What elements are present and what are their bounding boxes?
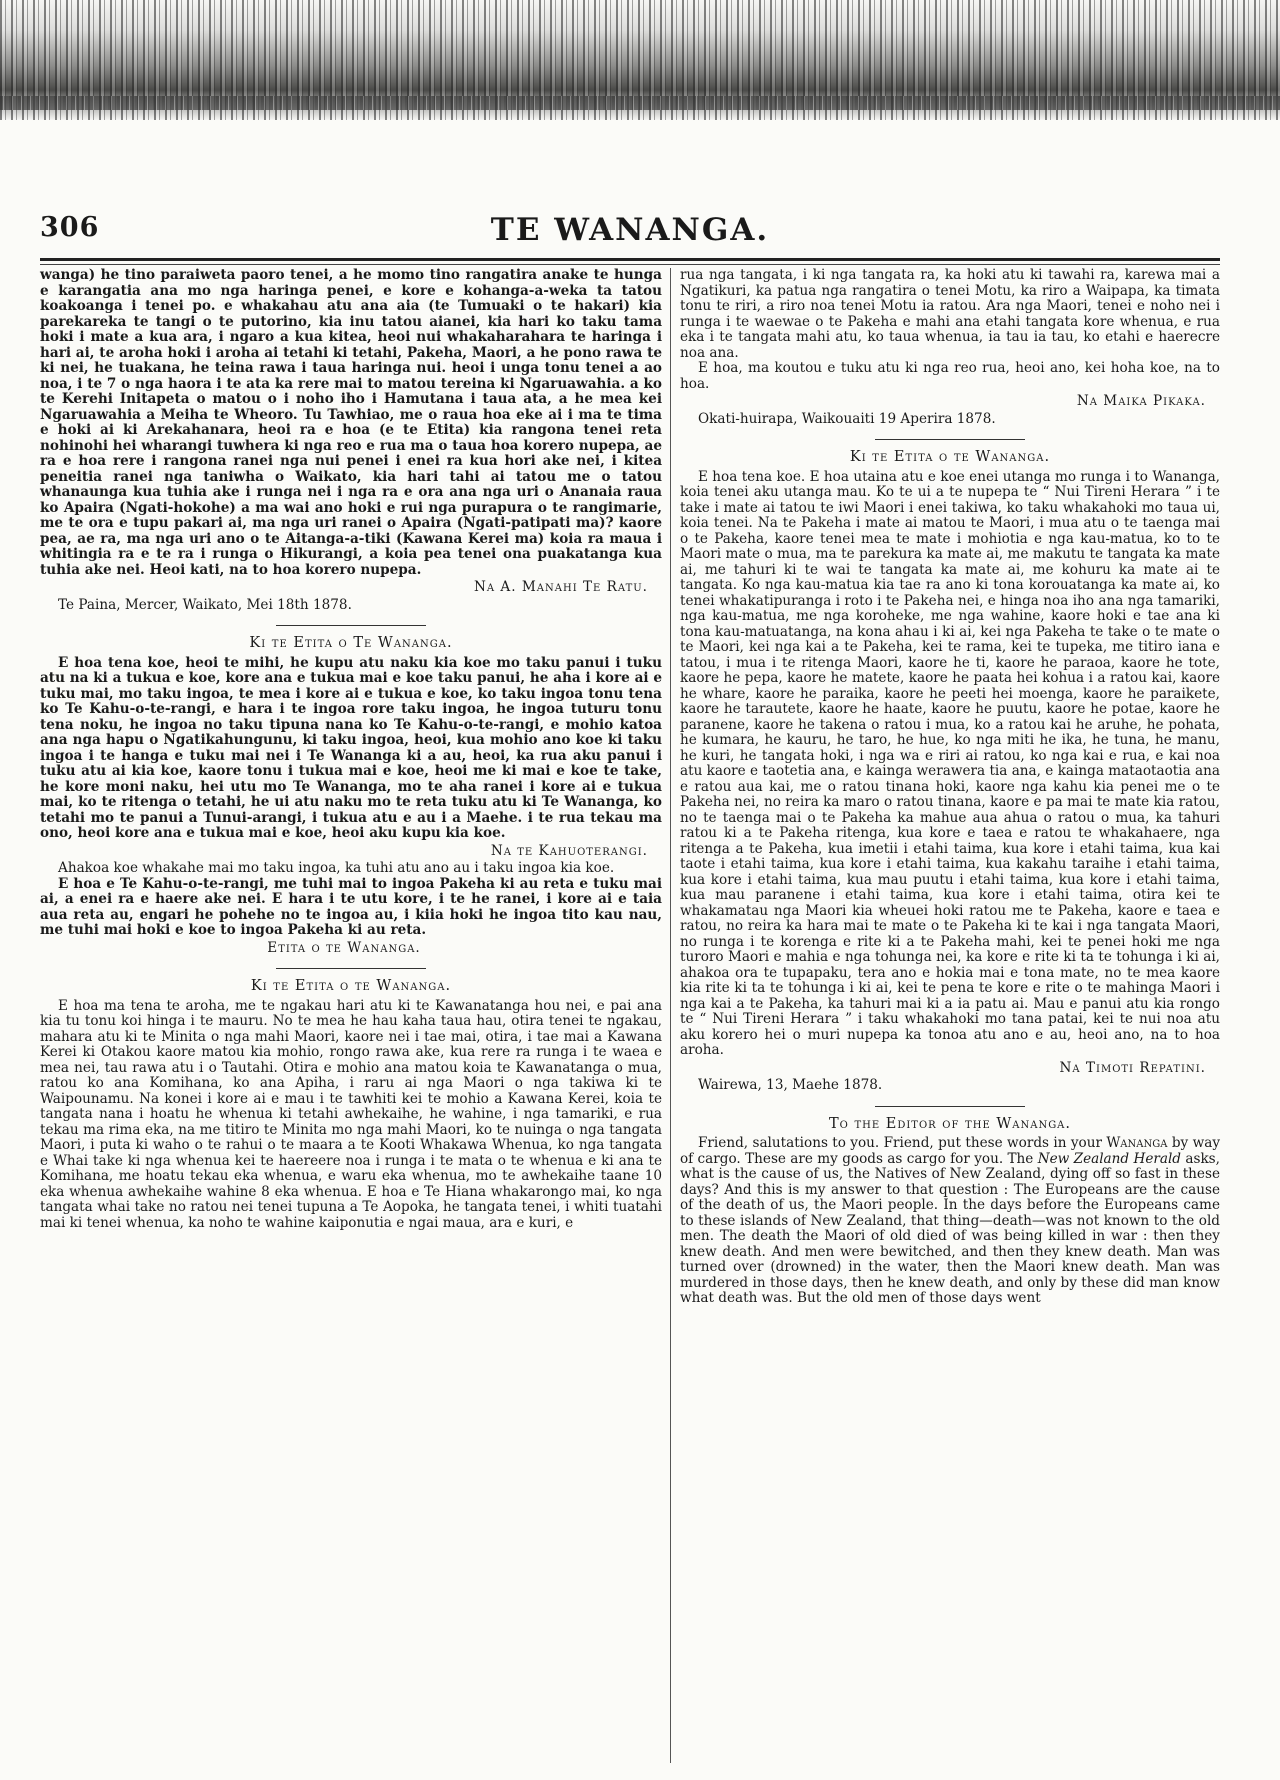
letter4-heading: Ki te Etita o te Wananga. [849, 449, 1051, 465]
letter3-closing: E hoa, ma koutou e tuku atu ki nga reo rua, heoi ano, kei hoha koe, na to hoa. [680, 360, 1220, 392]
letter5-text-a: Friend, salutations to you. Friend, put these words in your [698, 1135, 1102, 1151]
separator-rule [875, 439, 1025, 440]
letter1-dateline: Te Paina, Mercer, Waikato, Mei 18th 1878. [58, 596, 352, 613]
separator-rule [875, 1106, 1025, 1107]
letter3-continuation: rua nga tangata, i ki nga tangata ra, ka hoki atu ki tawahi ra, karewa mai a Ngatikuri, ka patua nga rangatira o tenei Motu, ka riro a Waipapa, ka timata tonu te riri, a riro noa tenei Motu ia ratou. Ara nga Maori, tenei e noho nei i runga i te waewae o te Pakeha e mahi ana etahi tangata kore whenua, e rua eka i te tangata mahi atu, ko taua whenua, ia tau ia tau, ko etahi e haerecre noa ana. [680, 267, 1220, 361]
letter1-signature: Na A. Manahi Te Ratu. [473, 579, 648, 595]
letter3-body: E hoa ma tena te aroha, me te ngakau hari atu ki te Kawanatanga hou nei, e pai ana kia tu tonu koi hinga i te mauru. No te mea he hau kaha taua hau, otira tenei te ngakau, mahara atu ki te Minita o nga mahi Maori, kaore nei i tae mai, otira, i tae mai a Kawana Kerei ki Otakou kaore matou kia mohio, rongo rawa ake, kua rere ra runga i te waea e mea nei, tau rawa atu i o Tautahi. Otira e mohio ana matou koia te Kawanatanga o mua, ratou ko ana Komihana, ko ana Apiha, i raru ai nga Maori o nga takiwa ki te Waipounamu. Na konei i kore ai e mau i te tawhiti kei te mohio a Kawana Kerei, koia te tangata nana i hoatu he whenua ki tetahi awhekaihe, he wahine, i nga tamariki, e rua tekau ma rima eka, na me titiro te Minita mo nga mahi Maori, ko te nuinga o nga tangata Maori, i puta ki waho o te rahui o te maara a te Kooti Whakawa Whenua, ko nga tangata e Whai take ki nga whenua kei te haereere noa i runga i te mata o te whenua e ki ana te Komihana, me hoatu tekau eka whenua, e waru eka whenua, mo te awhekaihe taane 10 eka whenua awhekaihe wahine 8 eka whenua. E hoa e Te Hiana whakarongo mai, ko nga tangata whai take no ratou nei tenei tupuna a Te Aopoka, he tangata tenei, i whiti tuatahi mai ki tenei whenua, ka noho te wahine kaiponutia e ngai maua, ara e kuri, e [40, 997, 662, 1231]
letter5-body [680, 1136, 1220, 1307]
letter2-body: E hoa tena koe, heoi te mihi, he kupu atu naku kia koe mo taku panui i tuku atu na ki a tukua e koe, kore ana e tukua mai e koe taku panui, he aha i kore ai e tuku mai, mo taku ingoa, te mea i kore ai e tukua e koe, ko taku ingoa tonu tena ko Te Kahu-o-te-rangi, e hara i te ingoa rore taku ingoa, he ingoa tuturu tonu tena noku, he ingoa no taku tipuna nana ko Te Kahu-o-te-rangi, e mohio katoa ana nga hapu o Ngatikahungunu, ki taku ingoa, heoi, kua mohio ano koe ki taku ingoa i te hanga e tuku mai nei i Te Wananga ki a au, heoi, ka rua aku panui i tuku atu ai kia koe, kaore tonu i tukua mai e koe, heoi me ki mai e koe te take, he kore moni naku, hei utu mo Te Wananga, mo te aha ranei i kore ai e tukua mai, ko te ritenga o tetahi, he ui atu naku mo te reta tuku atu ki Te Wananga, ko tetahi mo te panui a Tunui-arangi, i tukua atu e au i a Maehe. i te rua tekau ma ono, heoi kore ana e tukua mai e koe, heoi aku kupu kia koe. [40, 654, 662, 841]
letter2-editor-reply: E hoa e Te Kahu-o-te-rangi, me tuhi mai to ingoa Pakeha ki au reta e tuku mai ai, a enei ra e haere ake nei. E hara i te utu kore, i te he ranei, i kore ai e taia aua reta au, engari he pohehe no te ingoa au, i kiia hoki he ingoa tito kau nau, me tuhi mai hoki e koe to ingoa Pakeha ki au reta. [40, 875, 662, 938]
letter4-signature: Na Timoti Repatini. [1059, 1059, 1206, 1076]
page-number: 306 [40, 212, 100, 243]
right-column [680, 268, 1220, 1307]
letter2-signature: Na te Kahuoterangi. [490, 842, 648, 859]
letter4-dateline: Wairewa, 13, Maehe 1878. [698, 1077, 883, 1093]
letter1-body: wanga) he tino paraiweta paoro tenei, a he momo tino rangatira anake te hunga e karangatia ana mo nga haringa penei, e kore e kohanga-a-weka ta tatou koakoanga i tenei po. e whakahau atu ana aia (te Tumuaki o te hakari) kia parekareka te tangi o te putorino, kia inu tatou aianei, kia hari ko taku tama hoki i mate a kua ara, i ngaro a kua kitea, heoi nui whakaharahara te haringa i hari ai, te aroha hoki i aroha ai tetahi ki tetahi, Pakeha, Maori, a he pono rawa te ki nei, he tuakana, he teina rawa i taua haringa nui. heoi i unga tonu tenei a ao noa, i te 7 o nga haora i te ata ka rere mai to matou tereina ki Ngaruawahia. a ko te Kerehi Initapeta o matou o i noho iho i Hamutana i taua ata, a he mea kei Ngaruawahia a Meiha te Wheoro. Tu Tawhiao, me o raua hoa eke ai i ma te tima e hoki ai ki Arekahanara, heoi ra e hoa (e te Etita) kia rangona tenei reta nohinohi hei wharangi tuwhera ki nga reo e rua ma o taua hoa korero nupepa, ae ra e hoa rere i rangona ranei nga nui penei i enei ra kua hori ake nei, i kitea peneitia ranei nga taniwha o Waikato, kia hari tahi ai tatou me o tatou whanaunga kua tuhia ake i runga nei i nga ra e ora ana nga uri o Ananaia raua ko Apaira (Ngati-hokohe) a ma wai ano hoki e rui nga purapura o te rangimarie, me te ora e tupu pakari ai, ma nga uri ranei o Apaira (Ngati-patipati ma)? kaore pea, ae ra, ma nga uri ano o te Aitanga-a-tiki (Kawana Kerei ma) koia ra maua i whitingia ra e te ra i runga o Hikurangi, a koia pea tenei ona puakatanga kua tuhia ake nei. Heoi kati, na to hoa korero nupepa. [40, 267, 662, 578]
editor-signature: Etita o te Wananga. [267, 939, 421, 956]
letter5-heading: To the Editor of the Wananga. [828, 1115, 1072, 1132]
header-rule [40, 258, 1220, 261]
column-divider [670, 268, 671, 1763]
letter3-dateline: Okati-huirapa, Waikouaiti 19 Aperira 1878. [698, 410, 996, 427]
scan-edge-band [0, 0, 1280, 120]
masthead-title: TE WANANGA. [490, 212, 770, 248]
letter2-reply: Ahakoa koe whakahe mai mo taku ingoa, ka tuhi atu ano au i taku ingoa kia koe. [58, 860, 615, 876]
separator-rule [276, 968, 426, 969]
letter5-wananga: Wananga [1106, 1135, 1168, 1151]
letter5-text-b: by way of cargo. These are my goods as cargo for you. The [680, 1135, 1221, 1167]
left-column [40, 268, 662, 1231]
letter2-heading: Ki te Etita o Te Wananga. [249, 635, 453, 651]
page-header [40, 212, 1220, 254]
letter3-heading: Ki te Etita o te Wananga. [250, 978, 452, 994]
letter5-text-c: asks, what is the cause of us, the Natives of New Zealand, dying off so fast in these days? And this is my answer to that question : The Europeans are the cause of the death of us, the Maori people. In the days before the Europeans came to these islands of New Zealand, that thing—death—was not known to the old men. The death the Maori of old died of was being killed in war : then they knew death. And men were bewitched, and then they knew death. Man was turned over (drowned) in the water, then the Maori knew death. Man was murdered in those days, then he knew death, and only by these did man know what death was. But the old men of those days went [680, 1150, 1220, 1306]
letter5-herald: New Zealand Herald [1037, 1150, 1182, 1167]
header-rule-thin [40, 264, 1220, 265]
letter4-body: E hoa tena koe. E hoa utaina atu e koe enei utanga mo runga i to Wananga, koia tenei aku utanga mau. Ko te ui a te nupepa te “ Nui Tireni Herara ” i te take i mate ai tatou te iwi Maori i enei takiwa, ko taku whakahoki mo taua ui, koia tenei. Na te Pakeha i mate ai matou te Maori, i mua atu o te taenga mai o te Pakeha, kaore tenei mea te mate i mohiotia e nga kau-matua, ko to te Maori mate o mua, ma te parekura ka mate ai, me makutu te tangata ka mate ai, me tahuri ki te wai te tangata ka mate ai, me kohuru ka mate ai te tangata. Ko nga kau-matua kia tae ra ano ki tona korouatanga ka mate ai, ko tenei whakatipuranga i roto i te Pakeha nei, e hinga noa iho ana nga tamariki, nga kau-matua, me nga koroheke, me nga wahine, kaore hoki e tae ana ki tona kau-matuatanga, na kona ahau i ki ai, kei nga Pakeha te take o te mate o te Maori, kei nga kai a te Pakeha, kei te rama, kei te tupeka, me titiro iana e tatou, i mua i te ritenga Maori, kaore he ti, kaore he paraoa, kaore he tote, kaore he pepa, kaore he matete, kaore he paata hei kohua i a ratou kai, kaore he whare, kaore he paraika, kaore he peeti hei moenga, kaore he paraikete, kaore he tarautete, kaore he haate, kaore he puutu, kaore he potae, kaore he paranene, kaore he takena o ratou i mua, ko a ratou kai he aruhe, he pohata, he kumara, he kauru, he taro, he hue, ko nga miti he ika, he tuna, he manu, he kuri, he tangata hoki, i nga wa e riri ai ratou, ko nga kai e rua, e kai noa atu kaore e taotetia ana, e kainga werawera tia ana, e kainga mataotaotia ana e ratou aua kai, me o ratou tinana hoki, kaore nga kahu kia penei me o te Pakeha nei, no reira ka maro o ratou tinana, kaore e pa mai te mate kia ratou, no te taenga mai o te Pakeha ka mahue aua ahua o ratou o mua, ka tahuri ratou ki a te Pakeha ritenga, kua kore e taea e ratou te whakahaere, nga ritenga a te Pakeha, kua imetii i etahi taima, kua kore i etahi taima, kua kai taote i etahi taima, kua kore i etahi taima, kua kakahu taraihe i etahi taima, kua kore i etahi taima, kua mau puutu i etahi taima, kua kore i etahi taima, kua mau paranene i etahi taima, kua kore i etahi taima, otira kei te whakamatau nga Maori kia wheuei hoki ratou me te Pakeha, kaore e taea e ratou, no reira ka hara mai te mate o te Pakeha ki te kai i nga tangata Maori, no runga i te korenga e rite ki a te Pakeha mahi, kei te penei hoki me nga turoro Maori e mahia e nga tohunga nei, ka kore e rite ki ta te tohunga i ki ai, ahakoa ora te tupapaku, tera ano e hokia mai e tona mate, no te mea kaore kia rite ki ta te tohunga i ki ai, kei te pena te kore e rite o te mahinga Maori i nga kai a te Pakeha, ka tahuri mai ki a ia patu ai. Mau e panui atu kia rongo te “ Nui Tireni Herara ” i taku whakahoki mo tana patai, kei te nui noa atu aku korero hei o muri nupepa ka tonoa atu ano e au, heoi ano, na to hoa aroha. [680, 468, 1220, 1058]
separator-rule [276, 625, 426, 626]
letter3-signature: Na Maika Pikaka. [1076, 393, 1206, 409]
